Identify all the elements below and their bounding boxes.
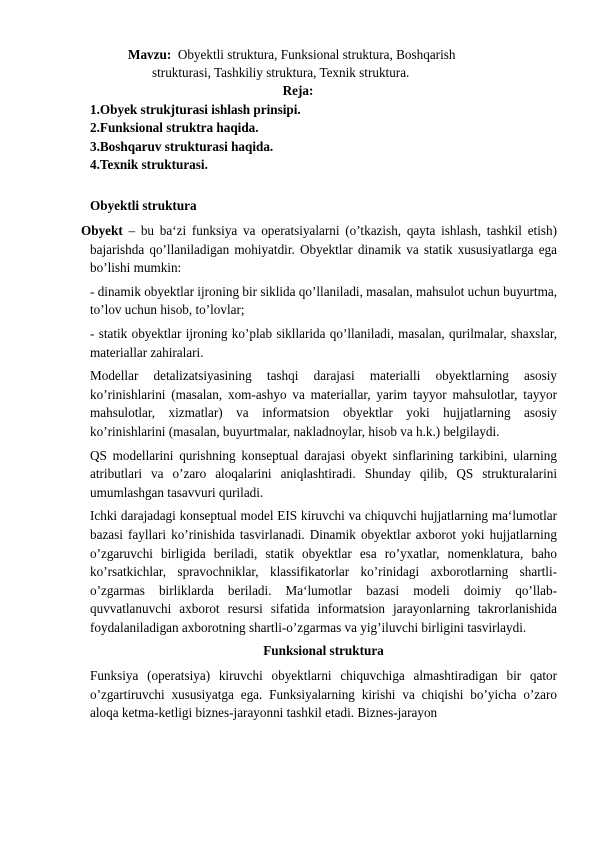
section-title-obyektli: Obyektli struktura — [90, 198, 197, 213]
section-title-funksional: Funksional struktura — [263, 643, 384, 659]
paragraph-dynamic-objects: - dinamik obyektlar ijroning bir siklida qo’llaniladi, masalan, mahsulot uchun buyurtma, to’lov uchun hisob, to’lovlar; — [90, 283, 557, 318]
term-obyekt: Obyekt — [81, 223, 123, 238]
plan-title: Reja: — [282, 83, 314, 98]
paragraph-function: Funksiya (operatsiya) kiruvchi obyektlarni chiquvchiga almashtiradigan bir qator o’zgartiruvchi xususiyatga ega. Funksiyalarning kirishi va chiqishi bo’yicha o’zaro aloqa ketma-ketligi biznes-jarayonni tashkil etadi. Biznes-jarayon — [90, 668, 557, 721]
plan-item: 1.Obyek strukjturasi ishlash prinsipi. — [90, 102, 301, 117]
topic-label: Mavzu: — [128, 47, 172, 62]
topic-line — [128, 46, 455, 65]
paragraph-qs-models: QS modellarini qurishning konseptual darajasi obyekt sinflarining tarkibini, ularning atributlari va o’zaro aloqalarini aniqlashtiradi. Shunday qilib, QS strukturalarini umumlashgan tasavvuri quriladi. — [90, 447, 557, 500]
plan-item: 3.Boshqaruv strukturasi haqida. — [90, 138, 274, 154]
body-text — [81, 197, 557, 728]
paragraph — [81, 222, 557, 278]
plan-list — [90, 101, 301, 175]
topic-text-line1: Obyektli struktura, Funksional struktura, Boshqarish — [177, 47, 456, 62]
paragraph-text: – bu ba‘zi funksiya va operatsiyalarni (o’tkazish, qayta ishlash, tashkil etish) bajarishda qo’llaniladigan mohiyatdir. Obyektlar dinamik va statik xususiyatlarga ega bo’lishi mumkin: — [90, 223, 557, 276]
paragraph-static-objects: - statik obyektlar ijroning ko’plab sikllarida qo’llaniladi, masalan, qurilmalar, shaxslar, materiallar zahiralari. — [90, 325, 557, 360]
paragraph-model-detail: Modellar detalizatsiyasining tashqi darajasi materialli obyektlarning asosiy ko’rinishlarini (masalan, xom-ashyo va materiallar, yarim tayyor mahsulotlar, tayyor mahsulotlar, xizmatlar) va informatsion obyektlar yoki hujjatlarning asosiy ko’rinishlarini (masalan, buyurtmalar, nakladnoylar, hisob va h.k.) belgilaydi. — [90, 368, 557, 439]
topic-text-line2: strukturasi, Tashkiliy struktura, Texnik struktura. — [152, 65, 410, 80]
plan-item: 4.Texnik strukturasi. — [90, 157, 208, 173]
plan-item: 2.Funksional struktra haqida. — [90, 120, 259, 136]
paragraph-internal-model: Ichki darajadagi konseptual model EIS kiruvchi va chiquvchi hujjatlarning ma‘lumotlar bazasi fayllari ko’rinishida tasvirlanadi. Dinamik obyektlar axborot yoki hujjatlarning o’zgaruvchi birligida beriladi, statik obyektlar esa ro’yxatlar, nomenklatura, baho ko’rsatkichlar, spravochniklar, klassifikatorlar ko’rinidagi axborotlarning shartli-o’zgarmas birliklarda beriladi. Ma‘lumotlar bazasi modeli doimiy qo’llab-quvvatlanuvchi axborot resursi sifatida informatsion jarayonlarning takrorlanishida foydalaniladigan axborotning shartli-o’zgarmas va yig’iluvchi birligini tasvirlaydi. — [90, 508, 557, 635]
